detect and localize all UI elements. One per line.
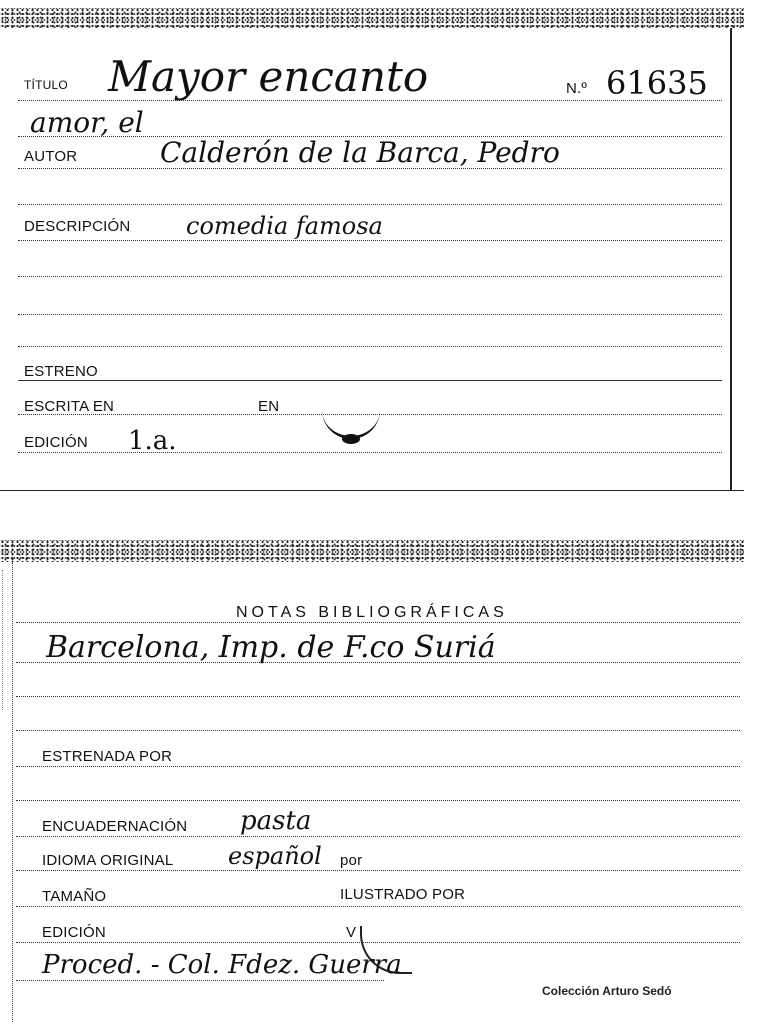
- por-label: por: [340, 852, 363, 869]
- rule-blank-1: [18, 204, 722, 205]
- estreno-label: ESTRENO: [24, 363, 98, 380]
- v-label: V: [346, 924, 357, 941]
- notas-value: Barcelona, Imp. de F.co Suriá: [46, 630, 496, 665]
- numero-label: N.º: [566, 80, 588, 97]
- card-back-top-edge: [0, 540, 744, 562]
- rule-estreno: [18, 380, 722, 381]
- rule-autor: [18, 168, 722, 169]
- ink-blot-dot: [342, 434, 360, 444]
- rule-titulo: [18, 100, 722, 101]
- rule-blank-4: [18, 346, 722, 347]
- rule-tamano: [16, 906, 740, 907]
- rule-encuadernacion: [16, 836, 740, 837]
- encuadernacion-label: ENCUADERNACIÓN: [42, 818, 188, 835]
- titulo-label: TÍTULO: [24, 78, 68, 92]
- rule-estrenada: [16, 766, 740, 767]
- catalog-card-back: [0, 540, 744, 1028]
- estrenada-por-label: ESTRENADA POR: [42, 748, 173, 765]
- rule-descripcion: [18, 240, 722, 241]
- titulo-continuation: amor, el: [30, 106, 144, 139]
- catalog-card-front: [0, 8, 744, 494]
- rule-edicion-back: [16, 942, 740, 943]
- idioma-label: IDIOMA ORIGINAL: [42, 852, 174, 869]
- edicion-label: EDICIÓN: [24, 434, 88, 451]
- ilustrado-label: ILUSTRADO POR: [340, 886, 466, 903]
- encuadernacion-value: pasta: [240, 806, 312, 836]
- card-left-border-outer: [2, 570, 3, 710]
- idioma-value: español: [228, 842, 322, 870]
- autor-value: Calderón de la Barca, Pedro: [160, 136, 560, 169]
- rule-edicion: [18, 452, 722, 453]
- rule-notas-1: [16, 622, 740, 623]
- descripcion-value: comedia famosa: [186, 212, 383, 240]
- en-label: EN: [258, 398, 280, 415]
- rule-blank-2: [18, 276, 722, 277]
- edicion-back-label: EDICIÓN: [42, 924, 106, 941]
- descripcion-label: DESCRIPCIÓN: [24, 218, 131, 235]
- card-top-edge: [0, 8, 744, 28]
- procedencia-value: Proced. - Col. Fdez. Guerra: [42, 950, 402, 980]
- edicion-value: 1.a.: [128, 426, 177, 456]
- rule-idioma: [16, 870, 740, 871]
- rule-notas-4: [16, 730, 740, 731]
- rule-notas-3: [16, 696, 740, 697]
- card-left-border: [12, 562, 13, 1022]
- rule-blank-5: [16, 800, 740, 801]
- rule-notas-2: [16, 662, 740, 663]
- coleccion-footer: Colección Arturo Sedó: [542, 984, 672, 998]
- escrita-en-label: ESCRITA EN: [24, 398, 115, 415]
- notas-heading: NOTAS BIBLIOGRÁFICAS: [236, 604, 508, 621]
- numero-value: 61635: [606, 64, 708, 102]
- tamano-label: TAMAÑO: [42, 888, 107, 905]
- titulo-value: Mayor encanto: [108, 52, 429, 101]
- card-bottom-edge: [0, 490, 744, 491]
- card-right-border: [730, 28, 732, 490]
- rule-blank-3: [18, 314, 722, 315]
- autor-label: AUTOR: [24, 148, 78, 165]
- rule-procedencia: [16, 980, 384, 981]
